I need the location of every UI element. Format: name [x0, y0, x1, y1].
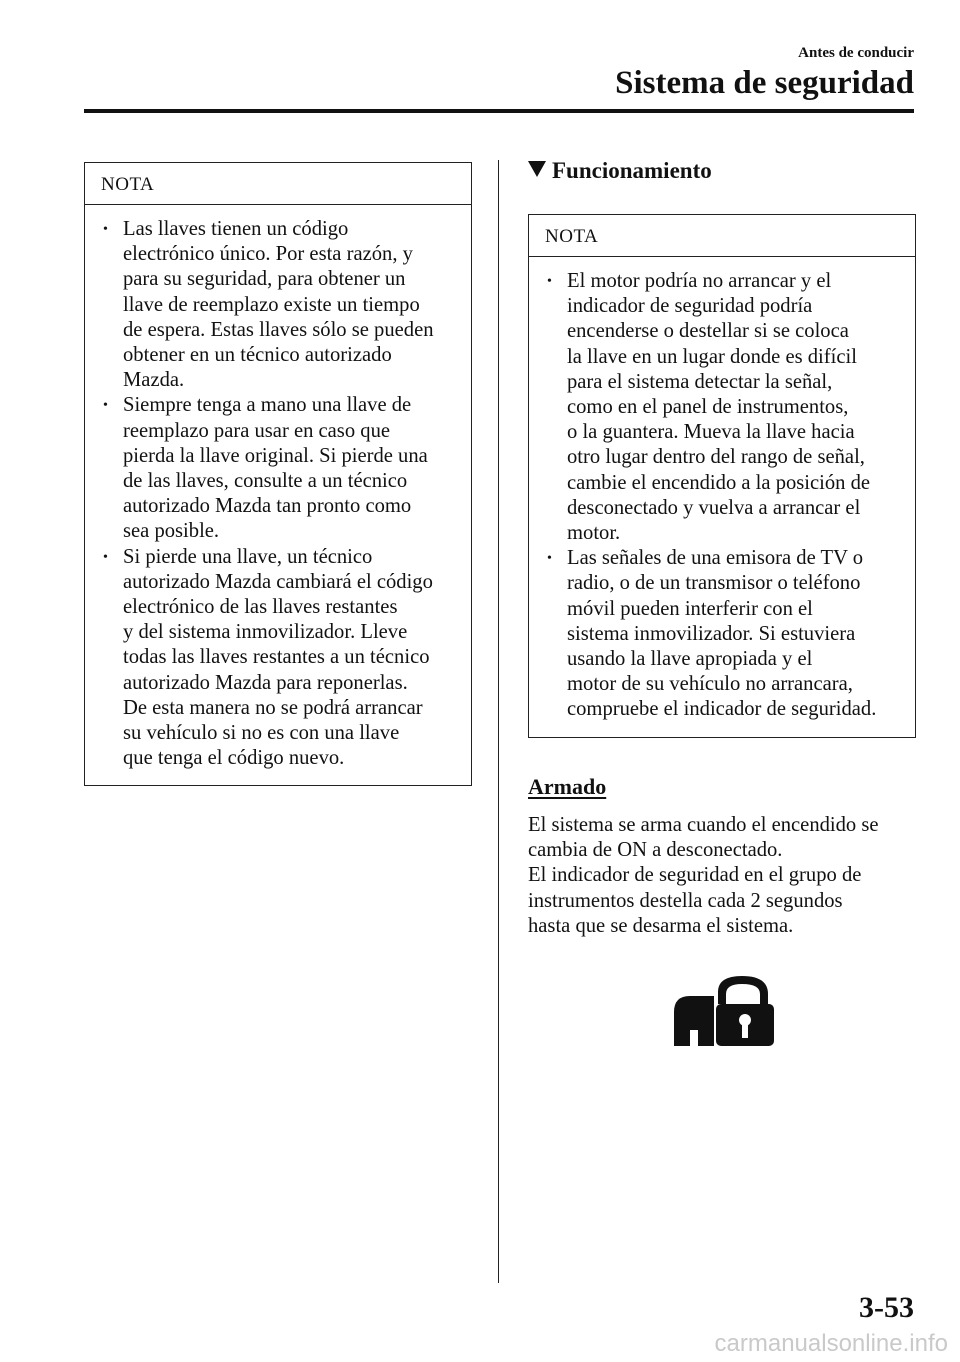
note-line: de las llaves, consulte a un técnico: [123, 470, 408, 493]
note-box-left: [84, 162, 472, 786]
note-line: • Las llaves tienen un código: [123, 218, 349, 240]
note-line: autorizado Mazda tan pronto como: [123, 495, 412, 518]
note-line: • Siempre tenga a mano una llave de: [123, 394, 412, 417]
note-line: radio, o de un transmisor o teléfono: [567, 572, 861, 595]
note-list: [85, 205, 471, 781]
note-line: autorizado Mazda para reponerlas.: [123, 671, 408, 694]
column-divider: [498, 160, 499, 1283]
note-line: De esta manera no se podrá arrancar: [123, 696, 423, 719]
note-item: [529, 269, 909, 546]
armado-body: [528, 813, 918, 939]
chapter-title: Antes de conducir: [798, 45, 914, 61]
note-line: pierda la llave original. Si pierde una: [123, 444, 428, 467]
note-box-right: [528, 214, 916, 738]
note-line: reemplazo para usar en caso que: [123, 419, 391, 442]
note-line: • Las señales de una emisora de TV o: [567, 547, 864, 570]
note-line: la llave en un lugar donde es difícil: [567, 345, 857, 368]
note-line: o la guantera. Mueva la llave hacia: [567, 421, 855, 444]
note-line: autorizado Mazda cambiará el código: [123, 570, 433, 593]
note-line: indicador de seguridad podría: [567, 295, 813, 318]
note-line: que tenga el código nuevo.: [123, 747, 345, 770]
note-line: obtener en un técnico autorizado: [123, 344, 392, 367]
note-item: [85, 393, 465, 544]
note-line: compruebe el indicador de seguridad.: [567, 698, 877, 721]
note-line: otro lugar dentro del rango de señal,: [567, 446, 865, 469]
page-number: 3-53: [859, 1291, 914, 1324]
note-line: electrónico de las llaves restantes: [123, 596, 398, 619]
body-line: hasta que se desarma el sistema.: [528, 914, 794, 937]
subheading-funcionamiento: [528, 158, 712, 184]
body-line: El sistema se arma cuando el encendido se: [528, 814, 879, 836]
note-line: su vehículo si no es con una llave: [123, 722, 400, 745]
note-line: usando la llave apropiada y el: [567, 648, 813, 671]
note-line: llave de reemplazo existe un tiempo: [123, 293, 420, 316]
section-title-header: Sistema de seguridad: [615, 65, 914, 101]
note-line: motor de su vehículo no arrancara,: [567, 673, 853, 696]
note-item: [85, 217, 465, 393]
note-list: [529, 257, 915, 733]
watermark: carmanualsonline.info: [714, 1330, 948, 1357]
note-line: cambie el encendido a la posición de: [567, 471, 871, 494]
armado-title: Armado: [528, 774, 607, 799]
body-line: instrumentos destella cada 2 segundos: [528, 889, 843, 912]
note-line: desconectado y vuelva a arrancar el: [567, 496, 861, 519]
note-line: encenderse o destellar si se coloca: [567, 320, 849, 343]
note-line: como en el panel de instrumentos,: [567, 396, 849, 419]
triangle-bullet-icon: [528, 161, 546, 177]
note-line: para su seguridad, para obtener un: [123, 268, 406, 291]
note-line: Mazda.: [123, 369, 185, 392]
subheading-text: Funcionamiento: [552, 158, 712, 183]
running-header: [615, 44, 914, 102]
security-indicator-icon: [672, 972, 778, 1048]
note-line: todas las llaves restantes a un técnico: [123, 646, 430, 669]
note-line: sistema inmovilizador. Si estuviera: [567, 622, 856, 645]
body-line: El indicador de seguridad en el grupo de: [528, 864, 862, 887]
note-item: [529, 546, 909, 722]
note-line: móvil pueden interferir con el: [567, 597, 813, 620]
body-line: cambia de ON a desconectado.: [528, 839, 783, 862]
note-item: [85, 545, 465, 772]
note-line: para el sistema detectar la señal,: [567, 370, 833, 393]
note-heading: NOTA: [529, 215, 915, 257]
note-line: • El motor podría no arrancar y el: [567, 270, 832, 292]
note-line: sea posible.: [123, 520, 220, 543]
note-line: motor.: [567, 522, 621, 545]
note-heading: NOTA: [85, 163, 471, 205]
header-rule: [84, 109, 914, 113]
note-line: de espera. Estas llaves sólo se pueden: [123, 318, 434, 341]
note-line: electrónico único. Por esta razón, y: [123, 243, 413, 266]
note-line: • Si pierde una llave, un técnico: [123, 545, 373, 568]
note-line: y del sistema inmovilizador. Lleve: [123, 621, 408, 644]
